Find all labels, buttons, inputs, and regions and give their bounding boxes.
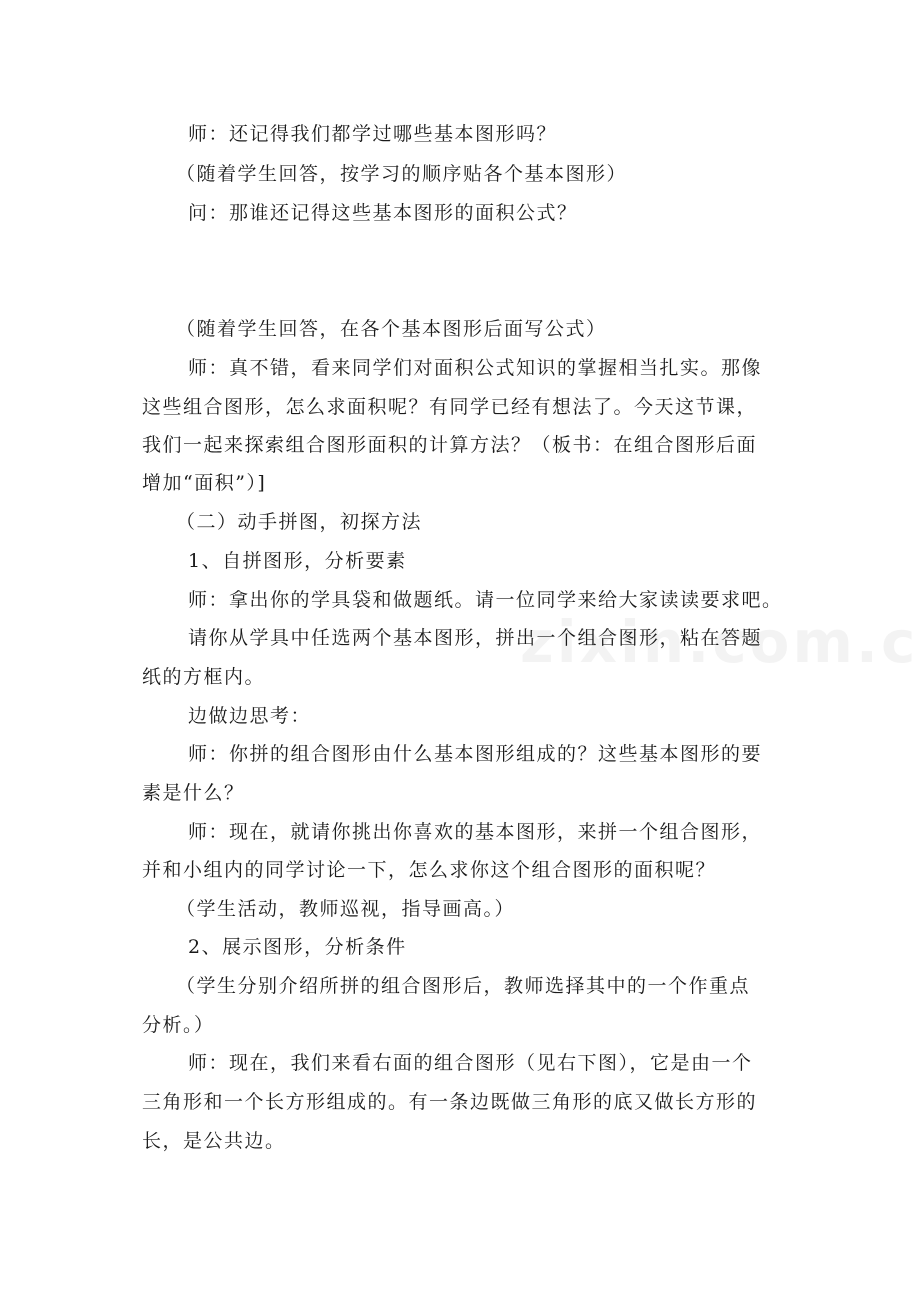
section-heading: （二）动手拼图，初探方法 [176, 511, 423, 533]
paragraph-line: 我们一起来探索组合图形面积的计算方法？（板书：在组合图形后面 [142, 434, 758, 456]
paragraph-line: 请你从学具中任选两个基本图形，拼出一个组合图形，粘在答题 [188, 627, 763, 649]
paragraph-line: （学生分别介绍所拼的组合图形后，教师选择其中的一个作重点 [176, 975, 751, 997]
paragraph-line: 长，是公共边。 [142, 1130, 286, 1152]
paragraph-line: 纸的方框内。 [142, 666, 266, 688]
subsection-heading: 2、展示图形，分析条件 [188, 936, 407, 958]
paragraph-line: 问：那谁还记得这些基本图形的面积公式？ [188, 202, 578, 224]
paragraph-line: 边做边思考： [188, 705, 312, 727]
paragraph-line: 师：现在，就请你挑出你喜欢的基本图形，来拼一个组合图形， [188, 821, 763, 843]
paragraph-line: 分析。） [142, 1014, 215, 1036]
paragraph-line: 增加“面积”）] [142, 472, 267, 494]
paragraph-line: （学生活动，教师巡视，指导画高。） [176, 898, 516, 920]
paragraph-line: （随着学生回答，在各个基本图形后面写公式） [176, 318, 607, 340]
paragraph-line: 师：真不错，看来同学们对面积公式知识的掌握相当扎实。那像 [188, 357, 763, 379]
paragraph-line: 这些组合图形，怎么求面积呢？有同学已经有想法了。今天这节课， [142, 396, 758, 418]
paragraph-line: 三角形和一个长方形组成的。有一条边既做三角形的底又做长方形的 [142, 1091, 758, 1113]
subsection-heading: 1、自拼图形，分析要素 [188, 550, 407, 572]
paragraph-line: 师：拿出你的学具袋和做题纸。请一位同学来给大家读读要求吧。 [188, 589, 783, 611]
paragraph-line: 师：你拼的组合图形由什么基本图形组成的？这些基本图形的要 [188, 743, 763, 765]
paragraph-line: （随着学生回答，按学习的顺序贴各个基本图形） [176, 163, 628, 185]
paragraph-line: 师：还记得我们都学过哪些基本图形吗？ [188, 123, 558, 145]
paragraph-line: 师：现在，我们来看右面的组合图形（见右下图），它是由一个 [188, 1052, 753, 1074]
paragraph-line: 并和小组内的同学讨论一下，怎么求你这个组合图形的面积呢？ [142, 859, 717, 881]
paragraph-line: 素是什么？ [142, 782, 245, 804]
